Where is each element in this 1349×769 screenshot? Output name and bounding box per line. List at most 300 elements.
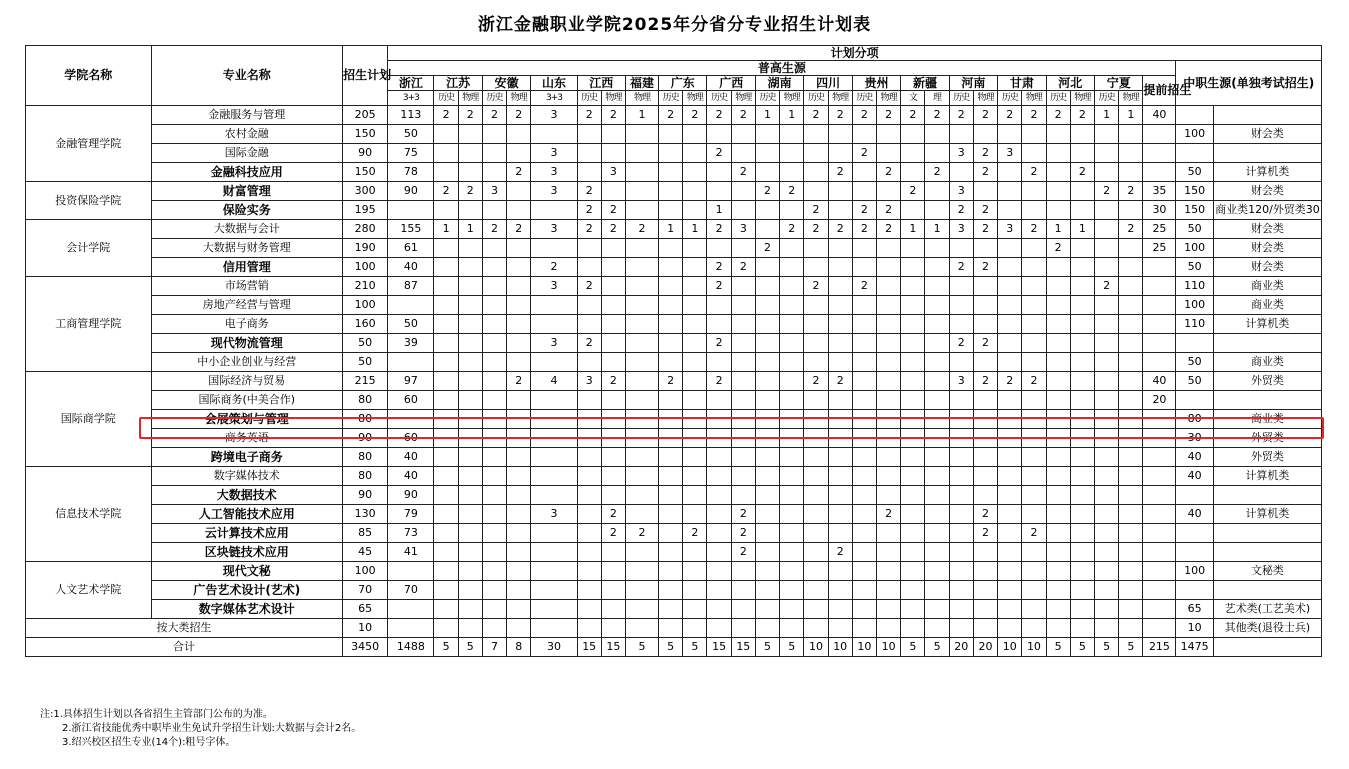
- quota-cell: [828, 448, 852, 467]
- quota-cell: [877, 372, 901, 391]
- quota-cell: [659, 429, 683, 448]
- quota-cell: [1094, 486, 1118, 505]
- quota-cell: [1070, 600, 1094, 619]
- quota-cell: [1022, 239, 1046, 258]
- quota-cell: [482, 125, 506, 144]
- quota-cell: [852, 429, 876, 448]
- quota-cell: 3: [949, 144, 973, 163]
- header-province: 安徽: [482, 76, 530, 91]
- quota-cell: [1119, 448, 1143, 467]
- quota-cell: [731, 619, 755, 638]
- quota-cell: [1022, 581, 1046, 600]
- quota-cell: [925, 600, 949, 619]
- quota-cell: 20: [1143, 391, 1176, 410]
- quota-cell: 5: [434, 638, 458, 657]
- quota-cell: [901, 296, 925, 315]
- quota-cell: [780, 429, 804, 448]
- quota-cell: [707, 163, 731, 182]
- quota-cell: [1046, 182, 1070, 201]
- quota-cell: [755, 619, 779, 638]
- quota-cell: [731, 410, 755, 429]
- quota-cell: [577, 505, 601, 524]
- quota-cell: 2: [804, 106, 828, 125]
- quota-cell: 2: [877, 163, 901, 182]
- quota-cell: [973, 448, 997, 467]
- quota-cell: 15: [731, 638, 755, 657]
- quota-cell: [659, 448, 683, 467]
- quota-cell: 10: [998, 638, 1022, 657]
- vocational-category: 外贸类: [1213, 448, 1321, 467]
- quota-cell: 2: [577, 277, 601, 296]
- total-label: 合计: [26, 638, 343, 657]
- vocational-category: 计算机类: [1213, 467, 1321, 486]
- table-row: [26, 429, 1322, 448]
- quota-cell: [577, 410, 601, 429]
- quota-cell: [434, 372, 458, 391]
- quota-cell: [804, 163, 828, 182]
- table-row: [26, 619, 1322, 638]
- header-province: 河南: [949, 76, 997, 91]
- school-name: 国际商学院: [26, 372, 152, 467]
- vocational-quota: 110: [1176, 315, 1213, 334]
- quota-cell: [852, 182, 876, 201]
- quota-cell: [1046, 201, 1070, 220]
- quota-cell: [1143, 524, 1176, 543]
- quota-cell: [925, 258, 949, 277]
- quota-cell: [731, 467, 755, 486]
- table-row: [26, 296, 1322, 315]
- quota-cell: [1119, 562, 1143, 581]
- quota-cell: [601, 581, 625, 600]
- quota-cell: [755, 410, 779, 429]
- quota-cell: [1070, 201, 1094, 220]
- quota-cell: 61: [388, 239, 434, 258]
- quota-cell: [804, 581, 828, 600]
- plan-total: 90: [343, 486, 388, 505]
- quota-cell: [531, 600, 577, 619]
- quota-cell: [828, 144, 852, 163]
- quota-cell: [482, 543, 506, 562]
- quota-cell: [531, 619, 577, 638]
- quota-cell: [659, 353, 683, 372]
- quota-cell: [1070, 315, 1094, 334]
- quota-cell: [755, 429, 779, 448]
- quota-cell: 1: [755, 106, 779, 125]
- school-name: 金融管理学院: [26, 106, 152, 182]
- quota-cell: [482, 391, 506, 410]
- quota-cell: 2: [1022, 106, 1046, 125]
- quota-cell: [507, 201, 531, 220]
- quota-cell: 5: [925, 638, 949, 657]
- quota-cell: [731, 562, 755, 581]
- quota-cell: [828, 315, 852, 334]
- quota-cell: [1070, 619, 1094, 638]
- quota-cell: [828, 201, 852, 220]
- quota-cell: 5: [1119, 638, 1143, 657]
- quota-cell: [852, 334, 876, 353]
- major-name: 大数据与会计: [151, 220, 343, 239]
- quota-cell: [577, 239, 601, 258]
- quota-cell: 3: [531, 505, 577, 524]
- quota-cell: [828, 391, 852, 410]
- quota-cell: [707, 391, 731, 410]
- quota-cell: [1022, 391, 1046, 410]
- vocational-quota: [1176, 391, 1213, 410]
- quota-cell: [458, 543, 482, 562]
- school-name: 会计学院: [26, 220, 152, 277]
- quota-cell: [1119, 505, 1143, 524]
- quota-cell: [1143, 125, 1176, 144]
- quota-cell: [780, 201, 804, 220]
- quota-cell: [804, 600, 828, 619]
- quota-cell: [659, 277, 683, 296]
- quota-cell: [901, 353, 925, 372]
- quota-cell: [949, 391, 973, 410]
- major-name: 人工智能技术应用: [151, 505, 343, 524]
- quota-cell: [877, 543, 901, 562]
- quota-cell: [683, 201, 707, 220]
- quota-cell: [731, 125, 755, 144]
- major-name: 会展策划与管理: [151, 410, 343, 429]
- quota-cell: [852, 543, 876, 562]
- quota-cell: [755, 524, 779, 543]
- quota-cell: [1119, 429, 1143, 448]
- quota-cell: [482, 144, 506, 163]
- quota-cell: [577, 581, 601, 600]
- quota-cell: [626, 600, 659, 619]
- quota-cell: [626, 562, 659, 581]
- quota-cell: [683, 353, 707, 372]
- quota-cell: [998, 562, 1022, 581]
- quota-cell: [901, 201, 925, 220]
- major-name: 数字媒体技术: [151, 467, 343, 486]
- quota-cell: [458, 524, 482, 543]
- quota-cell: 2: [601, 372, 625, 391]
- quota-cell: [1022, 315, 1046, 334]
- quota-cell: [901, 334, 925, 353]
- quota-cell: [901, 619, 925, 638]
- quota-cell: [998, 410, 1022, 429]
- quota-cell: [877, 144, 901, 163]
- vocational-category: 外贸类: [1213, 372, 1321, 391]
- header-subject: 历史: [1094, 91, 1118, 106]
- quota-cell: [852, 239, 876, 258]
- quota-cell: [1046, 619, 1070, 638]
- quota-cell: [1143, 258, 1176, 277]
- quota-cell: [1119, 524, 1143, 543]
- quota-cell: [998, 353, 1022, 372]
- quota-cell: [804, 296, 828, 315]
- vocational-quota: 100: [1176, 125, 1213, 144]
- quota-cell: [1094, 334, 1118, 353]
- quota-cell: [601, 600, 625, 619]
- quota-cell: [1094, 448, 1118, 467]
- quota-cell: [1094, 144, 1118, 163]
- quota-cell: [1046, 524, 1070, 543]
- major-name: 财富管理: [151, 182, 343, 201]
- quota-cell: 3: [531, 144, 577, 163]
- quota-cell: [1070, 467, 1094, 486]
- quota-cell: 2: [577, 201, 601, 220]
- quota-cell: [828, 239, 852, 258]
- quota-cell: 3: [531, 277, 577, 296]
- quota-cell: [780, 391, 804, 410]
- quota-cell: [780, 581, 804, 600]
- quota-cell: [507, 144, 531, 163]
- quota-cell: [434, 600, 458, 619]
- vocational-category: [1213, 144, 1321, 163]
- quota-cell: [755, 125, 779, 144]
- header-subject: 历史: [659, 91, 683, 106]
- quota-cell: [601, 239, 625, 258]
- plan-total: 45: [343, 543, 388, 562]
- quota-cell: [780, 315, 804, 334]
- quota-cell: [659, 581, 683, 600]
- quota-cell: 1: [1119, 106, 1143, 125]
- quota-cell: 87: [388, 277, 434, 296]
- quota-cell: [949, 315, 973, 334]
- quota-cell: [1022, 258, 1046, 277]
- quota-cell: [577, 524, 601, 543]
- quota-cell: [388, 562, 434, 581]
- note-2: 2.浙江省技能优秀中职毕业生免试升学招生计划:大数据与会计2名。: [62, 723, 362, 734]
- quota-cell: 2: [973, 524, 997, 543]
- quota-cell: [1022, 600, 1046, 619]
- quota-cell: [388, 296, 434, 315]
- quota-cell: [458, 486, 482, 505]
- quota-cell: 2: [1046, 106, 1070, 125]
- major-name: 广告艺术设计(艺术): [151, 581, 343, 600]
- quota-cell: [531, 448, 577, 467]
- major-name: 数字媒体艺术设计: [151, 600, 343, 619]
- quota-cell: [804, 144, 828, 163]
- quota-cell: [1119, 486, 1143, 505]
- header-vocational: 中职生源(单独考试招生): [1176, 61, 1322, 106]
- quota-cell: [507, 239, 531, 258]
- quota-cell: [388, 353, 434, 372]
- quota-cell: 5: [683, 638, 707, 657]
- quota-cell: [852, 448, 876, 467]
- vocational-category: 商业类: [1213, 296, 1321, 315]
- quota-cell: 2: [601, 201, 625, 220]
- quota-cell: [731, 182, 755, 201]
- plan-total: 3450: [343, 638, 388, 657]
- vocational-category: 财会类: [1213, 258, 1321, 277]
- quota-cell: [482, 562, 506, 581]
- quota-cell: [731, 391, 755, 410]
- quota-cell: [482, 429, 506, 448]
- quota-cell: [877, 258, 901, 277]
- quota-cell: [707, 467, 731, 486]
- quota-cell: [901, 163, 925, 182]
- header-subject: 历史: [755, 91, 779, 106]
- quota-cell: [577, 353, 601, 372]
- quota-cell: [1022, 277, 1046, 296]
- quota-cell: [804, 315, 828, 334]
- quota-cell: 2: [507, 220, 531, 239]
- quota-cell: [482, 600, 506, 619]
- quota-cell: [755, 353, 779, 372]
- quota-cell: [998, 619, 1022, 638]
- quota-cell: [1143, 486, 1176, 505]
- quota-cell: [949, 277, 973, 296]
- major-name: 大数据技术: [151, 486, 343, 505]
- header-subject: 物理: [601, 91, 625, 106]
- quota-cell: [973, 410, 997, 429]
- quota-cell: [901, 410, 925, 429]
- quota-cell: 39: [388, 334, 434, 353]
- quota-cell: [434, 125, 458, 144]
- quota-cell: [949, 296, 973, 315]
- quota-cell: [828, 467, 852, 486]
- quota-cell: [755, 220, 779, 239]
- quota-cell: [601, 467, 625, 486]
- note-1: 注:1.具体招生计划以各省招生主管部门公布的为准。: [40, 709, 273, 720]
- quota-cell: [998, 486, 1022, 505]
- quota-cell: 2: [731, 505, 755, 524]
- quota-cell: [1046, 163, 1070, 182]
- quota-cell: 40: [388, 258, 434, 277]
- quota-cell: [458, 334, 482, 353]
- quota-cell: [1022, 410, 1046, 429]
- quota-cell: [1046, 505, 1070, 524]
- quota-cell: [507, 296, 531, 315]
- quota-cell: 3: [531, 106, 577, 125]
- quota-cell: [973, 182, 997, 201]
- quota-cell: [434, 391, 458, 410]
- quota-cell: [901, 391, 925, 410]
- quota-cell: 2: [458, 106, 482, 125]
- header-subject: 历史: [1046, 91, 1070, 106]
- quota-cell: [1094, 410, 1118, 429]
- quota-cell: [531, 543, 577, 562]
- quota-cell: 2: [949, 258, 973, 277]
- table-row: [26, 353, 1322, 372]
- quota-cell: [707, 125, 731, 144]
- quota-cell: [901, 125, 925, 144]
- quota-cell: [998, 524, 1022, 543]
- quota-cell: [577, 296, 601, 315]
- quota-cell: [973, 619, 997, 638]
- quota-cell: [1022, 182, 1046, 201]
- quota-cell: [1143, 410, 1176, 429]
- quota-cell: [755, 144, 779, 163]
- quota-cell: [659, 562, 683, 581]
- plan-total: 215: [343, 372, 388, 391]
- quota-cell: [998, 315, 1022, 334]
- quota-cell: [925, 182, 949, 201]
- header-school: 学院名称: [26, 46, 152, 106]
- quota-cell: [1119, 619, 1143, 638]
- quota-cell: [507, 125, 531, 144]
- quota-cell: [1070, 505, 1094, 524]
- quota-cell: [998, 334, 1022, 353]
- vocational-category: 商业类: [1213, 277, 1321, 296]
- quota-cell: 2: [949, 106, 973, 125]
- quota-cell: 2: [1119, 220, 1143, 239]
- quota-cell: 1: [626, 106, 659, 125]
- quota-cell: [901, 600, 925, 619]
- quota-cell: [780, 543, 804, 562]
- quota-cell: [683, 467, 707, 486]
- quota-cell: [949, 619, 973, 638]
- quota-cell: [507, 448, 531, 467]
- header-subject: 物理: [1070, 91, 1094, 106]
- plan-total: 280: [343, 220, 388, 239]
- quota-cell: [659, 619, 683, 638]
- quota-cell: [1094, 163, 1118, 182]
- quota-cell: [683, 125, 707, 144]
- plan-total: 150: [343, 163, 388, 182]
- quota-cell: [1046, 125, 1070, 144]
- quota-cell: [626, 353, 659, 372]
- quota-cell: 5: [626, 638, 659, 657]
- quota-cell: [507, 315, 531, 334]
- vocational-quota: [1176, 543, 1213, 562]
- quota-cell: 2: [577, 334, 601, 353]
- quota-cell: 35: [1143, 182, 1176, 201]
- vocational-quota: 50: [1176, 220, 1213, 239]
- quota-cell: [458, 353, 482, 372]
- quota-cell: [707, 619, 731, 638]
- quota-cell: [707, 429, 731, 448]
- quota-cell: [804, 619, 828, 638]
- quota-cell: [1070, 562, 1094, 581]
- quota-cell: [901, 429, 925, 448]
- quota-cell: [434, 581, 458, 600]
- quota-cell: 25: [1143, 239, 1176, 258]
- quota-cell: 41: [388, 543, 434, 562]
- quota-cell: 2: [683, 106, 707, 125]
- quota-cell: [577, 144, 601, 163]
- quota-cell: [1143, 600, 1176, 619]
- quota-cell: [731, 296, 755, 315]
- quota-cell: [482, 277, 506, 296]
- quota-cell: [949, 448, 973, 467]
- quota-cell: 2: [707, 220, 731, 239]
- quota-cell: [458, 201, 482, 220]
- quota-cell: [804, 429, 828, 448]
- quota-cell: [949, 163, 973, 182]
- quota-cell: [925, 239, 949, 258]
- quota-cell: [707, 600, 731, 619]
- quota-cell: [949, 581, 973, 600]
- vocational-quota: 50: [1176, 372, 1213, 391]
- quota-cell: [683, 144, 707, 163]
- quota-cell: 2: [507, 163, 531, 182]
- vocational-category: [1213, 581, 1321, 600]
- quota-cell: [1094, 467, 1118, 486]
- header-subject: 历史: [707, 91, 731, 106]
- quota-cell: [1119, 334, 1143, 353]
- quota-cell: 2: [973, 372, 997, 391]
- quota-cell: [828, 125, 852, 144]
- quota-cell: [755, 296, 779, 315]
- quota-cell: 2: [707, 334, 731, 353]
- quota-cell: [531, 562, 577, 581]
- quota-cell: [731, 581, 755, 600]
- quota-cell: [973, 600, 997, 619]
- quota-cell: 2: [998, 372, 1022, 391]
- quota-cell: 2: [804, 372, 828, 391]
- quota-cell: [458, 277, 482, 296]
- table-row: [26, 182, 1322, 201]
- quota-cell: 1: [707, 201, 731, 220]
- quota-cell: [434, 277, 458, 296]
- quota-cell: [1094, 315, 1118, 334]
- quota-cell: [1143, 296, 1176, 315]
- quota-cell: [1119, 353, 1143, 372]
